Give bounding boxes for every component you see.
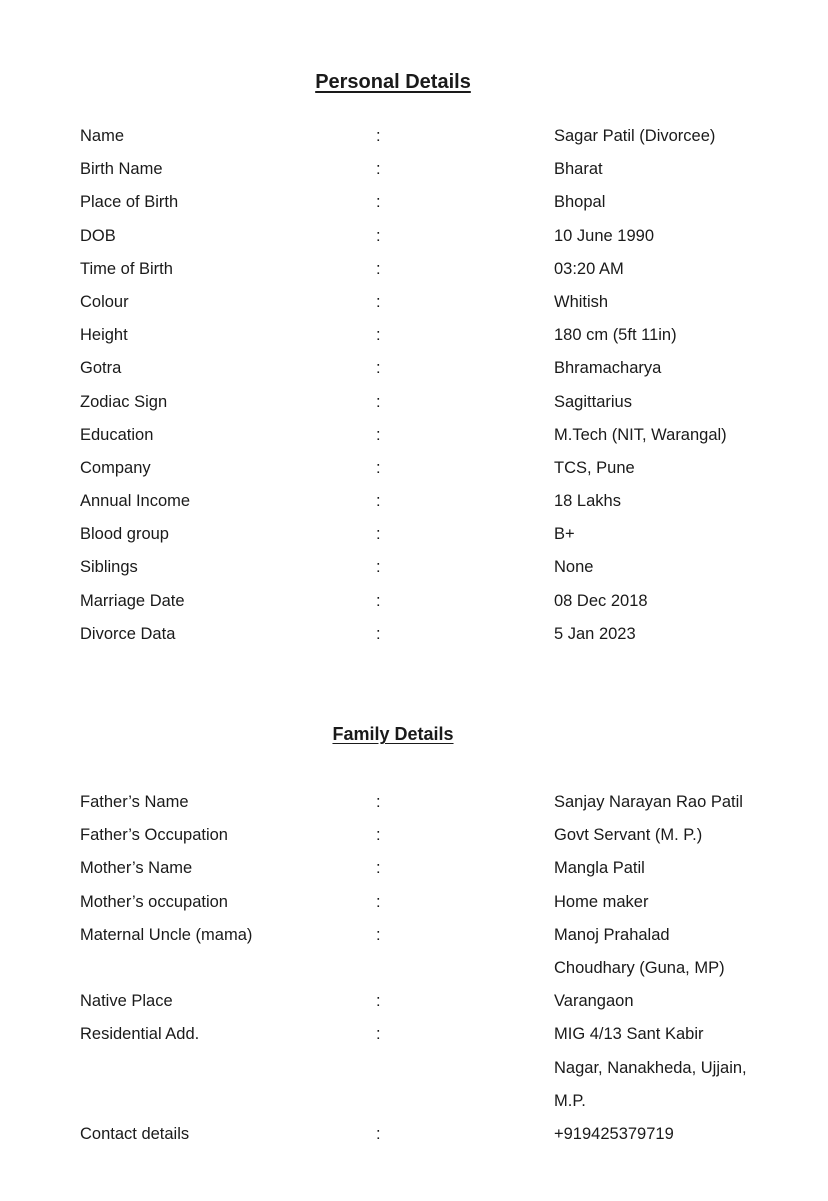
detail-value-line: Varangaon bbox=[554, 992, 634, 1011]
detail-label: Residential Add. bbox=[80, 1025, 200, 1044]
detail-value: Bharat bbox=[554, 160, 603, 179]
detail-separator: : bbox=[376, 458, 381, 477]
detail-separator: : bbox=[376, 925, 381, 944]
detail-separator: : bbox=[376, 160, 381, 179]
detail-separator: : bbox=[376, 525, 381, 544]
detail-value-line: Home maker bbox=[554, 892, 649, 911]
detail-value-line: Choudhary (Guna, MP) bbox=[554, 958, 725, 977]
detail-separator: : bbox=[376, 326, 381, 345]
detail-separator: : bbox=[376, 259, 381, 278]
detail-label: Mother’s occupation bbox=[80, 892, 228, 911]
detail-label: Father’s Occupation bbox=[80, 826, 228, 845]
detail-value bbox=[554, 991, 780, 1024]
detail-row bbox=[80, 792, 780, 825]
detail-row bbox=[80, 591, 780, 624]
detail-row bbox=[80, 292, 780, 325]
detail-row bbox=[80, 925, 780, 991]
detail-value-line: Nagar, Nanakheda, Ujjain, bbox=[554, 1058, 747, 1077]
detail-row bbox=[80, 624, 780, 657]
detail-value: None bbox=[554, 558, 594, 577]
detail-label: Blood group bbox=[80, 525, 169, 544]
detail-row bbox=[80, 392, 780, 425]
detail-row bbox=[80, 358, 780, 391]
detail-separator: : bbox=[376, 558, 381, 577]
detail-value bbox=[554, 925, 780, 991]
detail-value bbox=[554, 858, 780, 891]
detail-value: M.Tech (NIT, Warangal) bbox=[554, 425, 727, 444]
detail-separator: : bbox=[376, 392, 381, 411]
detail-label: Company bbox=[80, 458, 151, 477]
detail-value: Bhopal bbox=[554, 193, 606, 212]
detail-label: Place of Birth bbox=[80, 193, 179, 212]
personal-details-list bbox=[80, 126, 780, 657]
detail-row bbox=[80, 458, 780, 491]
detail-value: 03:20 AM bbox=[554, 259, 624, 278]
detail-value: 08 Dec 2018 bbox=[554, 591, 648, 610]
detail-value: 10 June 1990 bbox=[554, 226, 655, 245]
detail-value: Whitish bbox=[554, 292, 609, 311]
detail-separator: : bbox=[376, 1124, 381, 1143]
detail-label: Annual Income bbox=[80, 492, 191, 511]
detail-row bbox=[80, 491, 780, 524]
detail-separator: : bbox=[376, 425, 381, 444]
detail-value bbox=[554, 1124, 780, 1157]
detail-label: Time of Birth bbox=[80, 259, 173, 278]
detail-row bbox=[80, 825, 780, 858]
detail-row bbox=[80, 226, 780, 259]
detail-value: 5 Jan 2023 bbox=[554, 624, 636, 643]
detail-value: B+ bbox=[554, 525, 575, 544]
detail-separator: : bbox=[376, 624, 381, 643]
detail-separator: : bbox=[376, 992, 381, 1011]
detail-row bbox=[80, 325, 780, 358]
detail-separator: : bbox=[376, 193, 381, 212]
detail-value-line: Mangla Patil bbox=[554, 859, 645, 878]
detail-row bbox=[80, 524, 780, 557]
detail-label: Zodiac Sign bbox=[80, 392, 168, 411]
detail-separator: : bbox=[376, 226, 381, 245]
detail-separator: : bbox=[376, 793, 381, 811]
detail-row bbox=[80, 892, 780, 925]
detail-row bbox=[80, 259, 780, 292]
detail-separator: : bbox=[376, 359, 381, 378]
family-details-list bbox=[80, 792, 780, 1157]
detail-label: Contact details bbox=[80, 1124, 190, 1143]
detail-value-line: Sanjay Narayan Rao Patil bbox=[554, 793, 743, 811]
detail-label: Native Place bbox=[80, 992, 173, 1011]
detail-row bbox=[80, 1124, 780, 1157]
detail-value bbox=[554, 1024, 780, 1124]
detail-value-line: +919425379719 bbox=[554, 1124, 674, 1143]
detail-separator: : bbox=[376, 859, 381, 878]
detail-value: Sagar Patil (Divorcee) bbox=[554, 127, 716, 145]
detail-value-line: MIG 4/13 Sant Kabir bbox=[554, 1025, 704, 1044]
detail-value-line: Manoj Prahalad bbox=[554, 925, 670, 944]
detail-separator: : bbox=[376, 292, 381, 311]
detail-separator: : bbox=[376, 826, 381, 845]
detail-label: Gotra bbox=[80, 359, 122, 378]
detail-value: Bhramacharya bbox=[554, 359, 662, 378]
detail-value bbox=[554, 825, 780, 858]
detail-row bbox=[80, 557, 780, 590]
detail-value-line: M.P. bbox=[554, 1091, 586, 1110]
detail-value bbox=[554, 792, 780, 825]
detail-value: 18 Lakhs bbox=[554, 492, 621, 511]
detail-label: Maternal Uncle (mama) bbox=[80, 925, 253, 944]
family-details-heading: Family Details bbox=[332, 724, 454, 744]
detail-value bbox=[554, 892, 780, 925]
personal-details-heading: Personal Details bbox=[315, 71, 471, 93]
detail-label: Height bbox=[80, 326, 128, 345]
detail-separator: : bbox=[376, 892, 381, 911]
detail-row bbox=[80, 126, 780, 159]
detail-label: Name bbox=[80, 127, 125, 145]
detail-label: Father’s Name bbox=[80, 793, 189, 811]
detail-separator: : bbox=[376, 591, 381, 610]
detail-label: Marriage Date bbox=[80, 591, 185, 610]
detail-value: Sagittarius bbox=[554, 392, 632, 411]
detail-label: Education bbox=[80, 425, 154, 444]
detail-label: Mother’s Name bbox=[80, 859, 193, 878]
detail-value-line: Govt Servant (M. P.) bbox=[554, 826, 703, 845]
detail-row bbox=[80, 991, 780, 1024]
detail-value: TCS, Pune bbox=[554, 458, 635, 477]
detail-label: Colour bbox=[80, 292, 129, 311]
detail-row bbox=[80, 192, 780, 225]
detail-label: DOB bbox=[80, 226, 116, 245]
detail-row bbox=[80, 858, 780, 891]
detail-row bbox=[80, 1024, 780, 1124]
detail-label: Birth Name bbox=[80, 160, 163, 179]
detail-separator: : bbox=[376, 1025, 381, 1044]
detail-separator: : bbox=[376, 492, 381, 511]
detail-row bbox=[80, 425, 780, 458]
detail-value: 180 cm (5ft 11in) bbox=[554, 326, 677, 345]
detail-label: Siblings bbox=[80, 558, 138, 577]
detail-label: Divorce Data bbox=[80, 624, 176, 643]
detail-row bbox=[80, 159, 780, 192]
detail-separator: : bbox=[376, 127, 381, 145]
